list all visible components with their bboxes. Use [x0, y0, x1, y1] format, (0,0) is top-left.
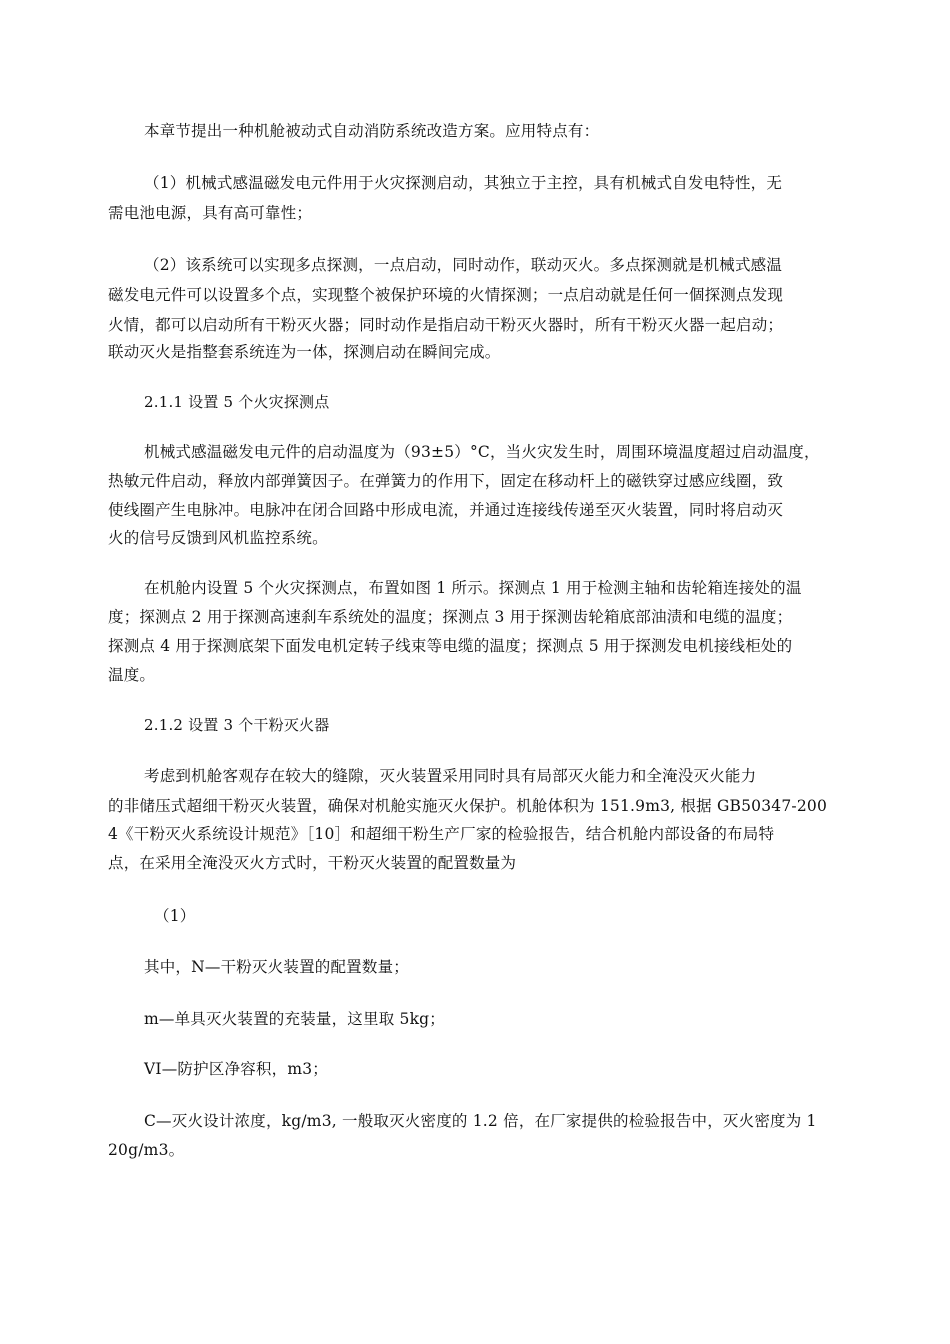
points-paragraph-line-3: 探测点 4 用于探测底架下面发电机定转子线束等电缆的温度；探测点 5 用于探测发电机接线柜处的: [108, 637, 793, 655]
definition-m: m—单具灭火装置的充装量，这里取 5kg；: [144, 1010, 446, 1028]
intro-paragraph: 本章节提出一种机舱被动式自动消防系统改造方案。应用特点有：: [144, 122, 600, 140]
extinguisher-paragraph-line-2: 的非储压式超细干粉灭火装置，确保对机舱实施灭火保护。机舱体积为 151.9m3, 根据 GB50347-200: [108, 797, 828, 815]
definition-c-line-2: 20g/m3。: [108, 1141, 185, 1159]
feature-2-line-4: 联动灭火是指整套系统连为一体，探测启动在瞬间完成。: [108, 343, 501, 361]
feature-1-line-1: （1）机械式感温磁发电元件用于火灾探测启动，其独立于主控，具有机械式自发电特性，无: [144, 174, 783, 192]
definition-c-line-1: C—灭火设计浓度，kg/m3, 一般取灭火密度的 1.2 倍，在厂家提供的检验报告中，灭火密度为 1: [144, 1112, 817, 1130]
points-paragraph-line-4: 温度。: [108, 666, 156, 684]
equation-number: （1）: [154, 907, 196, 925]
section-heading-2-1-2: 2.1.2 设置 3 个干粉灭火器: [144, 716, 330, 734]
sensor-paragraph-line-4: 火的信号反馈到风机监控系统。: [108, 529, 328, 547]
sensor-paragraph-line-2: 热敏元件启动，释放内部弹簧因子。在弹簧力的作用下，固定在移动杆上的磁铁穿过感应线圈，致: [108, 472, 784, 490]
definition-vi: VI—防护区净容积，m3；: [144, 1060, 328, 1078]
section-heading-2-1-1: 2.1.1 设置 5 个火灾探测点: [144, 393, 330, 411]
feature-1-line-2: 需电池电源，具有高可靠性；: [108, 204, 313, 222]
extinguisher-paragraph-line-1: 考虑到机舱客观存在较大的缝隙，灭火装置采用同时具有局部灭火能力和全淹没灭火能力: [144, 767, 757, 785]
sensor-paragraph-line-1: 机械式感温磁发电元件的启动温度为（93±5）°C，当火灾发生时，周围环境温度超过启动温度，: [144, 443, 820, 461]
feature-2-line-1: （2）该系统可以实现多点探测，一点启动，同时动作，联动灭火。多点探测就是机械式感温: [144, 256, 783, 274]
points-paragraph-line-1: 在机舱内设置 5 个火灾探测点，布置如图 1 所示。探测点 1 用于检测主轴和齿轮箱连接处的温: [144, 579, 802, 597]
sensor-paragraph-line-3: 使线圈产生电脉冲。电脉冲在闭合回路中形成电流，并通过连接线传递至灭火装置，同时将启动灭: [108, 501, 784, 519]
definition-n: 其中，N—干粉灭火装置的配置数量；: [144, 958, 409, 976]
extinguisher-paragraph-line-4: 点，在采用全淹没灭火方式时，干粉灭火装置的配置数量为: [108, 854, 517, 872]
points-paragraph-line-2: 度；探测点 2 用于探测高速刹车系统处的温度；探测点 3 用于探测齿轮箱底部油渍和电缆的温度；: [108, 608, 793, 626]
extinguisher-paragraph-line-3: 4《干粉灭火系统设计规范》［10］和超细干粉生产厂家的检验报告，结合机舱内部设备的布局特: [108, 825, 775, 843]
feature-2-line-2: 磁发电元件可以设置多个点，实现整个被保护环境的火情探测；一点启动就是任何一個探测点发现: [108, 286, 784, 304]
feature-2-line-3: 火情，都可以启动所有干粉灭火器；同时动作是指启动干粉灭火器时，所有干粉灭火器一起启动；: [108, 316, 784, 334]
